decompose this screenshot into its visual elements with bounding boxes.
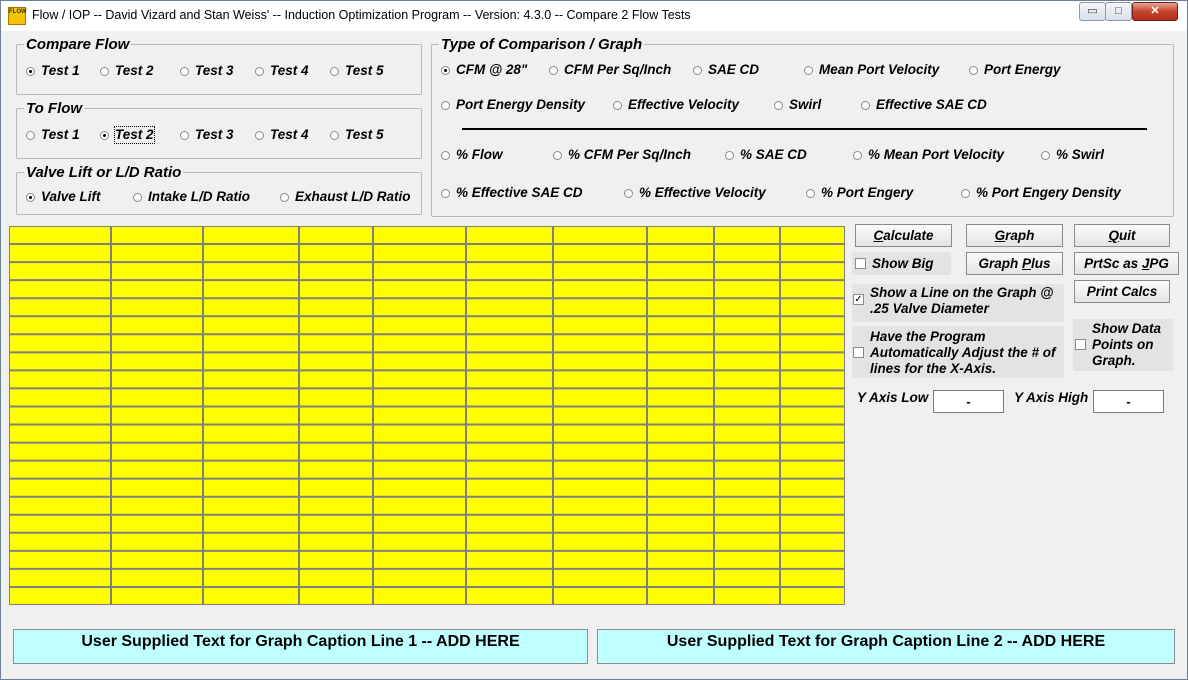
comparison-radio-label: % Flow — [456, 147, 503, 162]
radio-dot-icon — [255, 131, 264, 140]
comparison-radio-label: % Port Engery — [821, 185, 914, 200]
radio-dot-icon — [280, 193, 289, 202]
to-flow-radio-test-1[interactable] — [26, 127, 80, 143]
compare-flow-radio-label: Test 1 — [41, 63, 80, 78]
to-flow-radio-label: Test 5 — [345, 127, 384, 142]
comparison-type-group — [431, 36, 1174, 217]
app-icon-label: FLOW — [9, 9, 27, 15]
graph-plus-button[interactable]: Graph Plus — [966, 252, 1063, 275]
radio-dot-icon — [725, 151, 734, 160]
radio-dot-icon — [330, 67, 339, 76]
radio-dot-icon — [553, 151, 562, 160]
to-flow-radio-label: Test 2 — [115, 127, 154, 142]
maximize-button[interactable] — [1105, 2, 1132, 21]
y-axis-low-input[interactable]: - — [933, 390, 1004, 413]
comparison-radio-label: Swirl — [789, 97, 822, 112]
to-flow-radio-label: Test 4 — [270, 127, 309, 142]
compare-flow-radio-label: Test 3 — [195, 63, 234, 78]
radio-dot-icon — [1041, 151, 1050, 160]
compare-flow-radio-test-3[interactable] — [180, 63, 234, 79]
comparison-radio-cfm-per-sq-inch[interactable] — [553, 147, 691, 163]
window-title: Flow / IOP -- David Vizard and Stan Weiss' -- Induction Optimization Program -- Version: 4.3.0 -- Compare 2 Flow Tests — [32, 8, 691, 22]
minimize-button[interactable] — [1079, 2, 1106, 21]
comparison-radio-port-engery[interactable] — [806, 185, 913, 201]
comparison-radio-sae-cd[interactable] — [725, 147, 807, 163]
radio-dot-icon — [100, 67, 109, 76]
caption-line-1-input[interactable]: User Supplied Text for Graph Caption Line 1 -- ADD HERE — [13, 629, 588, 664]
comparison-radio-label: % CFM Per Sq/Inch — [568, 147, 692, 162]
comparison-radio-mean-port-velocity[interactable] — [853, 147, 1004, 163]
radio-dot-icon — [961, 189, 970, 198]
comparison-radio-label: Effective Velocity — [628, 97, 740, 112]
comparison-radio-label: % SAE CD — [740, 147, 807, 162]
show-big-label: Show Big — [872, 256, 934, 271]
flow-app-icon — [8, 7, 26, 25]
to-flow-radio-test-2[interactable] — [100, 127, 154, 143]
comparison-radio-label: Port Energy — [984, 62, 1061, 77]
minimize-icon: ▭ — [1087, 5, 1098, 17]
radio-dot-icon — [255, 67, 264, 76]
comparison-radio-effective-sae-cd[interactable] — [861, 97, 987, 113]
comparison-radio-label: % Effective Velocity — [639, 185, 766, 200]
comparison-radio-effective-velocity[interactable] — [624, 185, 766, 201]
compare-flow-radio-label: Test 4 — [270, 63, 309, 78]
quit-button[interactable]: Quit — [1074, 224, 1170, 247]
to-flow-group — [16, 100, 422, 159]
close-icon: ✕ — [1150, 5, 1160, 17]
radio-dot-icon — [100, 131, 109, 140]
compare-flow-group — [16, 36, 422, 95]
compare-flow-radio-test-4[interactable] — [255, 63, 309, 79]
comparison-radio-label: % Swirl — [1056, 147, 1105, 162]
y-axis-low-label: Y Axis Low — [857, 390, 929, 405]
radio-dot-icon — [861, 101, 870, 110]
auto-adjust-label: Have the Program Automatically Adjust the # of lines for the X-Axis. — [870, 329, 1056, 376]
valve-lift-radio-label: Intake L/D Ratio — [148, 189, 251, 204]
valve-lift-radio-intake-l-d-ratio[interactable] — [133, 189, 250, 205]
radio-dot-icon — [133, 193, 142, 202]
radio-dot-icon — [26, 67, 35, 76]
comparison-type-legend: Type of Comparison / Graph — [441, 36, 643, 53]
radio-dot-icon — [613, 101, 622, 110]
compare-flow-radio-label: Test 2 — [115, 63, 154, 78]
comparison-radio-cfm-28[interactable] — [441, 62, 527, 78]
comparison-radio-flow[interactable] — [441, 147, 503, 163]
comparison-radio-label: CFM Per Sq/Inch — [564, 62, 672, 77]
valve-lift-radio-exhaust-l-d-ratio[interactable] — [280, 189, 411, 205]
to-flow-radio-test-4[interactable] — [255, 127, 309, 143]
radio-dot-icon — [26, 131, 35, 140]
radio-dot-icon — [804, 66, 813, 75]
show-line-label: Show a Line on the Graph @ .25 Valve Diameter — [870, 285, 1054, 316]
valve-lift-radio-valve-lift[interactable] — [26, 189, 101, 205]
auto-adjust-checkbox[interactable] — [853, 347, 864, 358]
to-flow-radio-label: Test 1 — [41, 127, 80, 142]
radio-dot-icon — [806, 189, 815, 198]
radio-dot-icon — [693, 66, 702, 75]
radio-dot-icon — [774, 101, 783, 110]
compare-flow-legend: Compare Flow — [26, 36, 130, 53]
comparison-radio-port-energy[interactable] — [969, 62, 1061, 78]
comparison-radio-mean-port-velocity[interactable] — [804, 62, 939, 78]
to-flow-radio-test-5[interactable] — [330, 127, 384, 143]
comparison-radio-port-engery-density[interactable] — [961, 185, 1121, 201]
maximize-icon: □ — [1115, 5, 1122, 17]
compare-flow-radio-test-1[interactable] — [26, 63, 80, 79]
to-flow-radio-label: Test 3 — [195, 127, 234, 142]
radio-dot-icon — [180, 131, 189, 140]
comparison-radio-label: % Mean Port Velocity — [868, 147, 1005, 162]
radio-dot-icon — [969, 66, 978, 75]
comparison-radio-label: % Effective SAE CD — [456, 185, 583, 200]
comparison-radio-effective-sae-cd[interactable] — [441, 185, 583, 201]
comparison-radio-cfm-per-sq-inch[interactable] — [549, 62, 671, 78]
radio-dot-icon — [26, 193, 35, 202]
show-points-checkbox[interactable] — [1075, 339, 1086, 350]
title-bar — [1, 1, 1187, 31]
radio-dot-icon — [853, 151, 862, 160]
comparison-radio-port-energy-density[interactable] — [441, 97, 585, 113]
valve-lift-radio-label: Valve Lift — [41, 189, 101, 204]
show-points-label: Show Data Points on Graph. — [1092, 321, 1162, 368]
comparison-radio-label: CFM @ 28" — [456, 62, 528, 77]
radio-dot-icon — [180, 67, 189, 76]
comparison-divider — [462, 128, 1147, 130]
radio-dot-icon — [624, 189, 633, 198]
comparison-radio-label: Effective SAE CD — [876, 97, 987, 112]
to-flow-radio-test-3[interactable] — [180, 127, 234, 143]
valve-lift-legend: Valve Lift or L/D Ratio — [26, 164, 182, 181]
caption-line-2-input[interactable]: User Supplied Text for Graph Caption Line 2 -- ADD HERE — [597, 629, 1175, 664]
show-line-checkbox[interactable]: ✓ — [854, 294, 863, 305]
comparison-radio-effective-velocity[interactable] — [613, 97, 739, 113]
prtsc-jpg-button[interactable]: PrtSc as JPG — [1074, 252, 1179, 275]
close-button[interactable] — [1132, 2, 1178, 21]
comparison-radio-sae-cd[interactable] — [693, 62, 759, 78]
valve-lift-group — [16, 164, 422, 215]
print-calcs-button[interactable]: Print Calcs — [1074, 280, 1170, 303]
y-axis-high-input[interactable]: - — [1093, 390, 1164, 413]
show-big-checkbox[interactable] — [855, 258, 866, 269]
radio-dot-icon — [330, 131, 339, 140]
radio-dot-icon — [441, 101, 450, 110]
compare-flow-radio-test-5[interactable] — [330, 63, 384, 79]
compare-flow-radio-label: Test 5 — [345, 63, 384, 78]
compare-flow-radio-test-2[interactable] — [100, 63, 154, 79]
valve-lift-radio-label: Exhaust L/D Ratio — [295, 189, 411, 204]
comparison-radio-label: Mean Port Velocity — [819, 62, 940, 77]
radio-dot-icon — [549, 66, 558, 75]
comparison-radio-swirl[interactable] — [1041, 147, 1104, 163]
data-grid[interactable] — [9, 226, 845, 605]
comparison-radio-label: Port Energy Density — [456, 97, 586, 112]
radio-dot-icon — [441, 151, 450, 160]
to-flow-legend: To Flow — [26, 100, 83, 117]
radio-dot-icon — [441, 189, 450, 198]
y-axis-high-label: Y Axis High — [1014, 390, 1089, 405]
data-grid-lines — [9, 226, 845, 605]
comparison-radio-swirl[interactable] — [774, 97, 821, 113]
comparison-radio-label: SAE CD — [708, 62, 760, 77]
radio-dot-icon — [441, 66, 450, 75]
graph-button[interactable]: Graph — [966, 224, 1063, 247]
comparison-radio-label: % Port Engery Density — [976, 185, 1121, 200]
calculate-button[interactable]: Calculate — [855, 224, 952, 247]
